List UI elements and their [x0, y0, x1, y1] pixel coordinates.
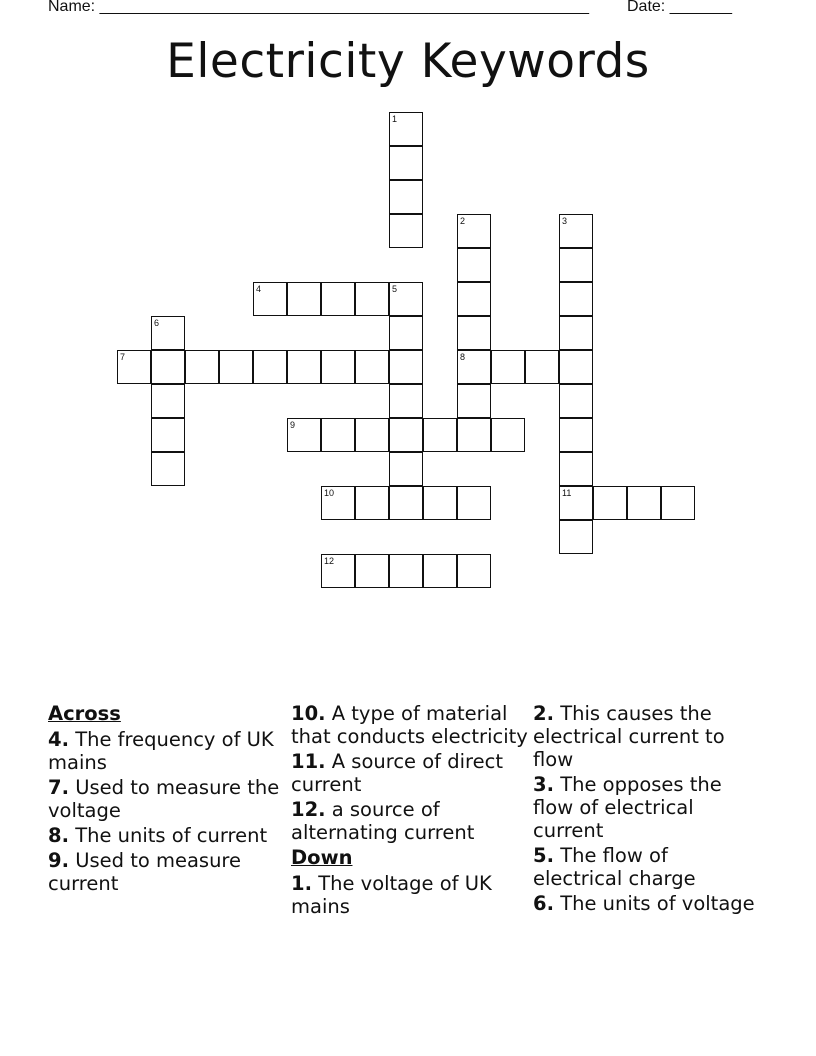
date-field-line: Date: _______ — [627, 0, 732, 15]
clue-across-4: 4. The frequency of UK mains — [48, 728, 274, 774]
grid-cell[interactable] — [559, 418, 593, 452]
grid-cell[interactable] — [559, 452, 593, 486]
grid-cell[interactable] — [151, 418, 185, 452]
page-title: Electricity Keywords — [166, 34, 650, 89]
clue-column-1 — [48, 702, 288, 897]
grid-cell[interactable] — [287, 350, 321, 384]
clue-number-4: 4 — [256, 284, 262, 294]
grid-cell[interactable] — [253, 350, 287, 384]
clue-number-1: 1 — [392, 114, 398, 124]
clue-across-10: 10. A type of material that conducts electricity — [291, 702, 528, 748]
down-heading: Down — [291, 846, 353, 869]
grid-cell[interactable] — [321, 418, 355, 452]
grid-cell[interactable] — [661, 486, 695, 520]
grid-cell[interactable] — [423, 418, 457, 452]
clue-across-7: 7. Used to measure the voltage — [48, 776, 280, 822]
grid-cell[interactable] — [355, 486, 389, 520]
clue-column-2 — [291, 702, 531, 920]
across-heading: Across — [48, 702, 121, 725]
grid-cell[interactable] — [491, 350, 525, 384]
grid-cell[interactable] — [389, 146, 423, 180]
grid-cell[interactable] — [389, 384, 423, 418]
grid-cell[interactable] — [559, 248, 593, 282]
grid-cell[interactable] — [389, 214, 423, 248]
grid-cell[interactable] — [559, 316, 593, 350]
clue-number-11: 11 — [562, 488, 572, 498]
grid-cell[interactable] — [457, 248, 491, 282]
grid-cell[interactable] — [321, 282, 355, 316]
grid-cell[interactable] — [355, 418, 389, 452]
grid-cell[interactable] — [219, 350, 253, 384]
grid-cell[interactable] — [457, 282, 491, 316]
grid-cell[interactable] — [525, 350, 559, 384]
grid-cell[interactable] — [389, 418, 423, 452]
grid-cell[interactable] — [151, 384, 185, 418]
clue-down-3: 3. The opposes the flow of electrical current — [533, 773, 722, 842]
clue-down-1: 1. The voltage of UK mains — [291, 872, 492, 918]
clue-down-2: 2. This causes the electrical current to flow — [533, 702, 725, 771]
clue-number-6: 6 — [154, 318, 160, 328]
grid-cell[interactable] — [151, 350, 185, 384]
grid-cell[interactable] — [355, 350, 389, 384]
grid-cell[interactable] — [457, 316, 491, 350]
grid-cell[interactable] — [389, 486, 423, 520]
grid-cell[interactable] — [321, 350, 355, 384]
clue-number-9: 9 — [290, 420, 296, 430]
grid-cell[interactable] — [389, 554, 423, 588]
grid-cell[interactable] — [389, 452, 423, 486]
name-field-line: Name: _______________________________________________________ — [48, 0, 589, 15]
clue-number-7: 7 — [120, 352, 126, 362]
grid-cell[interactable] — [559, 520, 593, 554]
grid-cell[interactable] — [389, 316, 423, 350]
clue-number-12: 12 — [324, 556, 335, 566]
grid-cell[interactable] — [185, 350, 219, 384]
grid-cell[interactable] — [423, 486, 457, 520]
clue-number-5: 5 — [392, 284, 398, 294]
grid-cell[interactable] — [151, 452, 185, 486]
grid-cell[interactable] — [559, 384, 593, 418]
clue-number-8: 8 — [460, 352, 466, 362]
grid-cell[interactable] — [389, 350, 423, 384]
clue-number-2: 2 — [460, 216, 466, 226]
grid-cell[interactable] — [457, 384, 491, 418]
grid-cell[interactable] — [491, 418, 525, 452]
clue-number-3: 3 — [562, 216, 568, 226]
grid-cell[interactable] — [457, 554, 491, 588]
clue-across-8: 8. The units of current — [48, 824, 268, 847]
grid-cell[interactable] — [457, 418, 491, 452]
grid-cell[interactable] — [627, 486, 661, 520]
clue-across-12: 12. a source of alternating current — [291, 798, 475, 844]
grid-cell[interactable] — [423, 554, 457, 588]
grid-cell[interactable] — [559, 350, 593, 384]
grid-cell[interactable] — [457, 486, 491, 520]
clue-down-5: 5. The flow of electrical charge — [533, 844, 696, 890]
clue-across-11: 11. A source of direct current — [291, 750, 503, 796]
grid-cell[interactable] — [389, 180, 423, 214]
clue-across-9: 9. Used to measure current — [48, 849, 242, 895]
grid-cell[interactable] — [355, 554, 389, 588]
grid-cell[interactable] — [355, 282, 389, 316]
clue-column-3 — [533, 702, 763, 917]
grid-cell[interactable] — [287, 282, 321, 316]
grid-cell[interactable] — [593, 486, 627, 520]
grid-cell[interactable] — [559, 282, 593, 316]
clue-down-6: 6. The units of voltage — [533, 892, 755, 915]
clue-number-10: 10 — [324, 488, 335, 498]
